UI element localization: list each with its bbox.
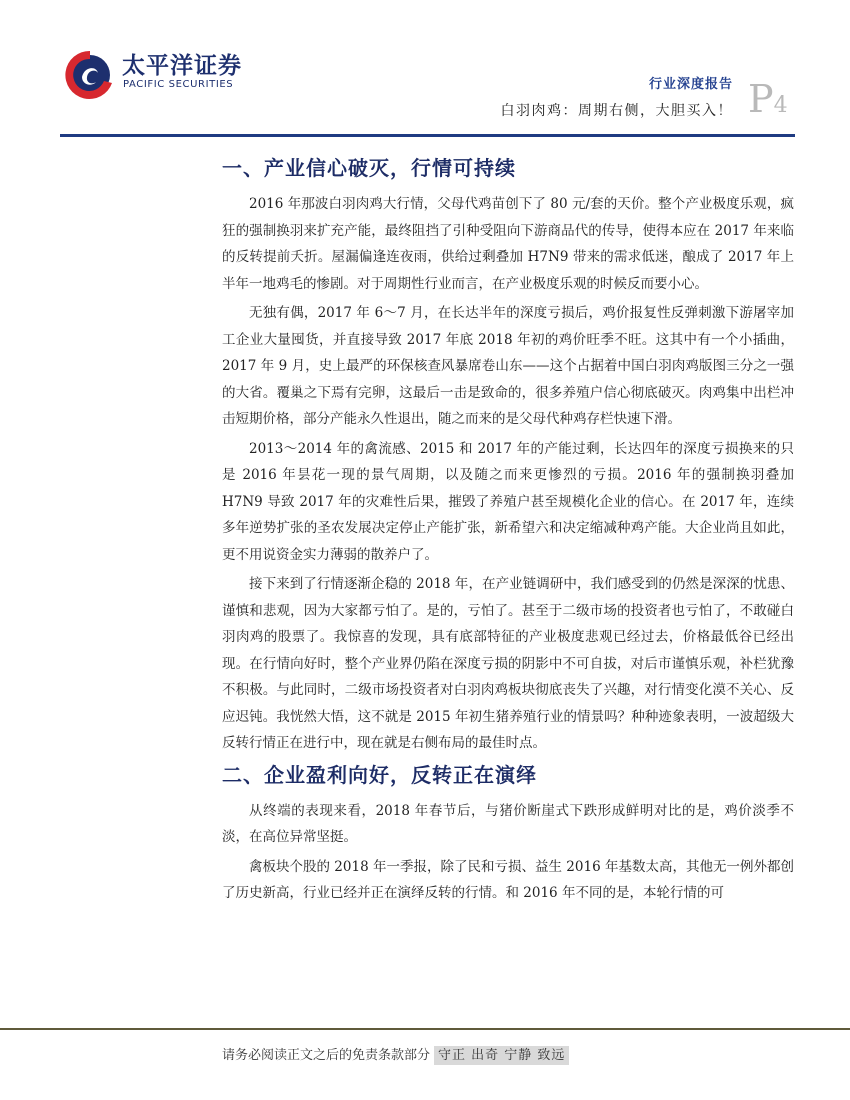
footer (222, 1044, 569, 1063)
page-prefix: P (748, 77, 774, 121)
header-divider (60, 134, 795, 137)
company-motto: 守正 出奇 宁静 致远 (434, 1046, 569, 1065)
report-type: 行业深度报告 (648, 77, 733, 92)
page-number (748, 77, 788, 121)
paragraph: 禽板块个股的 2018 年一季报，除了民和亏损、益生 2016 年基数太高，其他无一例外都创了历史新高，行业已经并正在演绎反转的行情。和 2016 年不同的是，本轮行情的可 (222, 858, 794, 901)
pacific-securities-logo-icon (60, 45, 116, 101)
section-heading: 一、产业信心破灭，行情可持续 (222, 156, 516, 180)
page-number-value: 4 (773, 93, 788, 118)
company-name-en: PACIFIC SECURITIES (123, 79, 234, 90)
company-name-cn: 太平洋证券 (122, 53, 242, 79)
paragraph: 从终端的表现来看，2018 年春节后，与猪价断崖式下跌形成鲜明对比的是，鸡价淡季不淡，在高位异常坚挺。 (222, 802, 794, 845)
paragraph: 2013～2014 年的禽流感、2015 和 2017 年的产能过剩，长达四年的深度亏损换来的只是 2016 年昙花一现的景气周期，以及随之而来更惨烈的亏损。2016 年的强制换羽叠加 H7N9 导致 2017 年的灾难性后果，摧毁了养殖户甚至规模化企业的信心。在 2017 年，连续多年逆势扩张的圣农发展决定停止产能扩张，新希望六和决定缩减种鸡产能。大企业尚且如此，更不用说资金实力薄弱的散养户了。 (222, 440, 794, 563)
report-title: 白羽肉鸡：周期右侧，大胆买入！ (500, 103, 733, 119)
footer-divider (0, 1028, 850, 1030)
paragraph: 接下来到了行情逐渐企稳的 2018 年，在产业链调研中，我们感受到的仍然是深深的忧患、谨慎和悲观，因为大家都亏怕了。是的，亏怕了。甚至于二级市场的投资者也亏怕了，不敢碰白羽肉鸡的股票了。我惊喜的发现，具有底部特征的产业极度悲观已经过去，价格最低谷已经出现。在行情向好时，整个产业界仍陷在深度亏损的阴影中不可自拔，对后市谨慎乐观，补栏犹豫不积极。与此同时，二级市场投资者对白羽肉鸡板块彻底丧失了兴趣，对行情变化漠不关心、反应迟钝。我恍然大悟，这不就是 2015 年初生猪养殖行业的情景吗？种种迹象表明，一波超级大反转行情正在进行中，现在就是右侧布局的最佳时点。 (222, 576, 794, 751)
company-logo (60, 45, 260, 105)
disclaimer-text: 请务必阅读正文之后的免责条款部分 (222, 1048, 431, 1063)
report-body (222, 153, 794, 910)
section-heading: 二、企业盈利向好，反转正在演绎 (222, 762, 537, 787)
paragraph: 无独有偶，2017 年 6～7 月，在长达半年的深度亏损后，鸡价报复性反弹刺激下游屠宰加工企业大量囤货，并直接导致 2017 年底 2018 年初的鸡价旺季不旺。这其中有一个小插曲，2017 年 9 月，史上最严的环保核查风暴席卷山东——这个占据着中国白羽肉鸡版图三分之一强的大省。覆巢之下焉有完卵，这最后一击是致命的，很多养殖户信心彻底破灭。肉鸡集中出栏冲击短期价格，部分产能永久性退出，随之而来的是父母代种鸡存栏快速下滑。 (222, 305, 794, 427)
paragraph: 2016 年那波白羽肉鸡大行情，父母代鸡苗创下了 80 元/套的天价。整个产业极度乐观，疯狂的强制换羽来扩充产能，最终阻挡了引种受阻向下游商品代的传导，使得本应在 2017 年来临的反转提前夭折。屋漏偏逢连夜雨，供给过剩叠加 H7N9 带来的需求低迷，酿成了 2017 年上半年一地鸡毛的惨剧。对于周期性行业而言，在产业极度乐观的时候反而要小心。 (222, 196, 794, 292)
